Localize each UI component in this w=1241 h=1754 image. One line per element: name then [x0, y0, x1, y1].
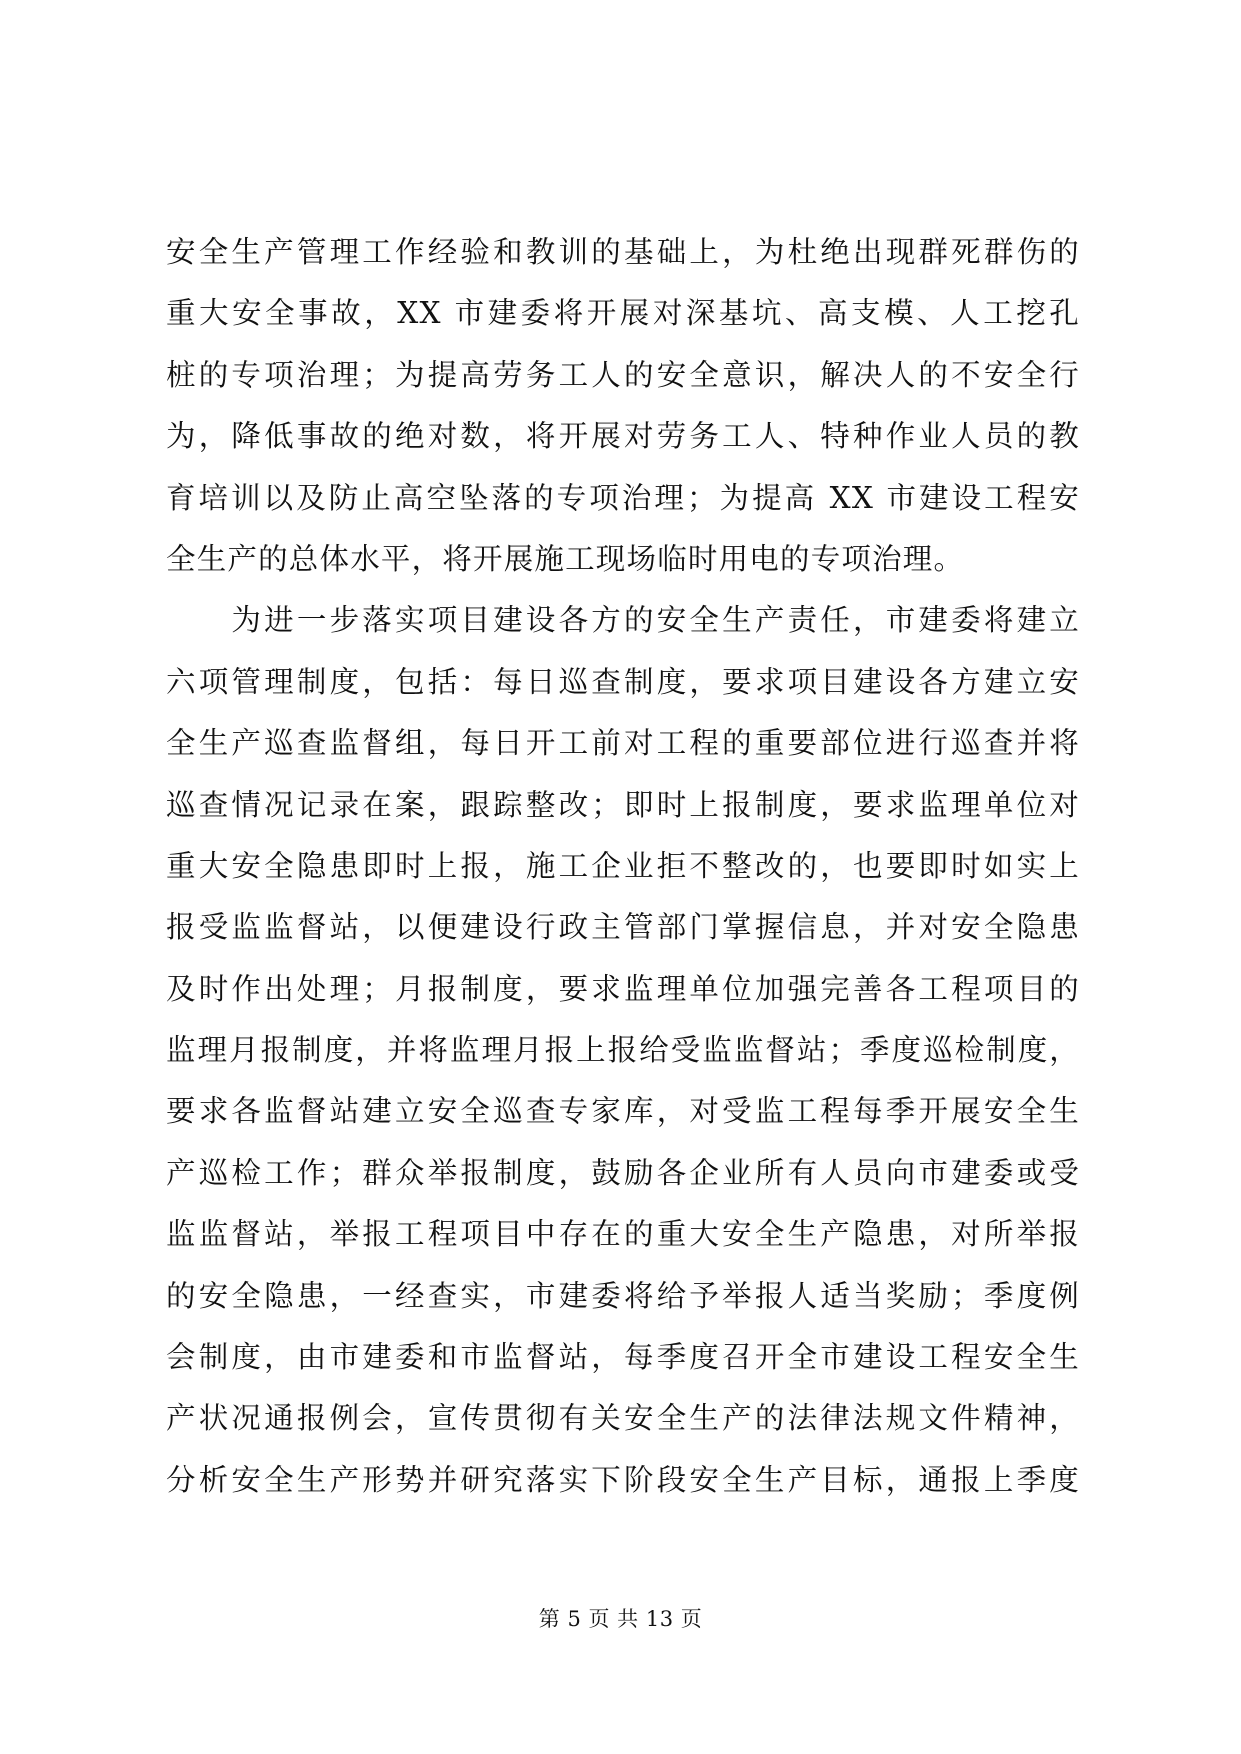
text-line: 全生产的总体水平，将开展施工现场临时用电的专项治理。 [166, 541, 965, 576]
text-line: 育培训以及防止高空坠落的专项治理；为提高 XX 市建设工程安 [166, 480, 1080, 515]
text-line: 监监督站，举报工程项目中存在的重大安全生产隐患，对所举报 [166, 1217, 1080, 1252]
text-line: 桩的专项治理；为提高劳务工人的安全意识，解决人的不安全行 [166, 357, 1080, 392]
text-line: 分析安全生产形势并研究落实下阶段安全生产目标，通报上季度 [166, 1462, 1080, 1497]
text-line: 六项管理制度，包括：每日巡查制度，要求项目建设各方建立安 [166, 664, 1080, 699]
text-line: 的安全隐患，一经查实，市建委将给予举报人适当奖励；季度例 [166, 1278, 1080, 1313]
text-line: 产巡检工作；群众举报制度，鼓励各企业所有人员向市建委或受 [166, 1155, 1080, 1190]
text-line: 为，降低事故的绝对数，将开展对劳务工人、特种作业人员的教 [166, 419, 1080, 454]
text-line: 及时作出处理；月报制度，要求监理单位加强完善各工程项目的 [166, 971, 1080, 1006]
text-line: 监理月报制度，并将监理月报上报给受监监督站；季度巡检制度， [166, 1033, 1080, 1068]
text-line: 产状况通报例会，宣传贯彻有关安全生产的法律法规文件精神， [166, 1401, 1080, 1436]
document-body [166, 222, 1080, 1511]
text-line: 全生产巡查监督组，每日开工前对工程的重要部位进行巡查并将 [166, 726, 1080, 761]
text-line: 会制度，由市建委和市监督站，每季度召开全市建设工程安全生 [166, 1340, 1080, 1375]
text-line: 重大安全事故，XX 市建委将开展对深基坑、高支模、人工挖孔 [166, 296, 1080, 331]
text-line: 要求各监督站建立安全巡查专家库，对受监工程每季开展安全生 [166, 1094, 1080, 1129]
text-line: 重大安全隐患即时上报，施工企业拒不整改的，也要即时如实上 [166, 848, 1080, 883]
text-line: 为进一步落实项目建设各方的安全生产责任，市建委将建立 [166, 603, 1080, 638]
text-line: 巡查情况记录在案，跟踪整改；即时上报制度，要求监理单位对 [166, 787, 1080, 822]
text-line: 安全生产管理工作经验和教训的基础上，为杜绝出现群死群伤的 [166, 235, 1080, 269]
page-number-footer: 第 5 页 共 13 页 [538, 1607, 703, 1631]
text-line: 报受监监督站，以便建设行政主管部门掌握信息，并对安全隐患 [166, 910, 1080, 945]
